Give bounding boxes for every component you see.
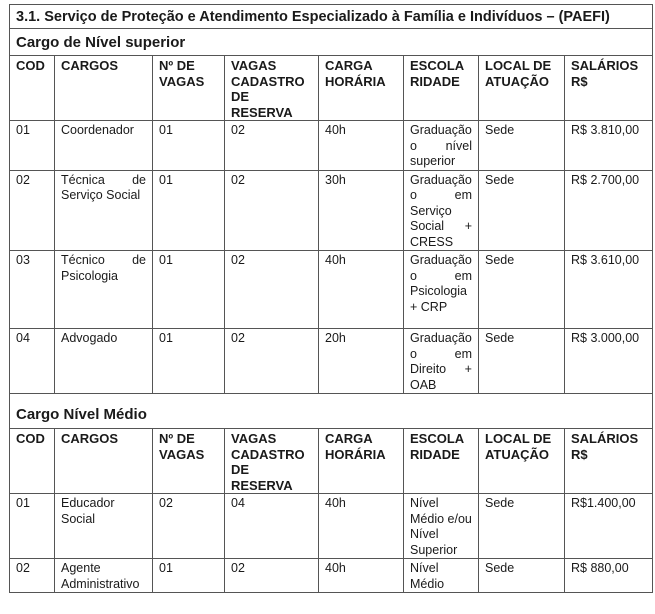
cell-escolaridade: Nível Médio e/ou Nível Superior [404, 494, 479, 559]
cell-local: Sede [479, 494, 565, 559]
header-reserva: VAGAS CADASTRO DE RESERVA [225, 429, 319, 494]
cell-cod: 01 [10, 494, 55, 559]
cell-cargo: Advogado [55, 329, 153, 394]
table-row [10, 170, 653, 251]
cell-vagas: 02 [153, 494, 225, 559]
cell-salario: R$ 3.000,00 [565, 329, 653, 394]
cell-escolaridade: Graduação o nível superior [404, 121, 479, 171]
cell-reserva: 02 [225, 170, 319, 251]
cell-carga: 30h [319, 170, 404, 251]
cell-vagas: 01 [153, 329, 225, 394]
header-reserva: VAGAS CADASTRO DE RESERVA [225, 56, 319, 121]
cell-reserva: 02 [225, 329, 319, 394]
cell-carga: 40h [319, 559, 404, 593]
cell-salario: R$1.400,00 [565, 494, 653, 559]
header-escolaridade: ESCOLA RIDADE [404, 429, 479, 494]
document-title: 3.1. Serviço de Proteção e Atendimento Especializado à Família e Indivíduos – (PAEFI) [10, 5, 653, 29]
table-row [10, 121, 653, 171]
header-vagas: Nº DE VAGAS [153, 56, 225, 121]
table-row [10, 251, 653, 329]
cell-reserva: 02 [225, 121, 319, 171]
header-cod: COD [10, 56, 55, 121]
cell-carga: 40h [319, 494, 404, 559]
cell-cod: 02 [10, 170, 55, 251]
cell-cargo: Técnica de Serviço Social [55, 170, 153, 251]
header-salarios: SALÁRIOS R$ [565, 56, 653, 121]
table-row [10, 559, 653, 593]
cell-local: Sede [479, 251, 565, 329]
cell-reserva: 02 [225, 559, 319, 593]
table-row [10, 329, 653, 394]
paefi-table [9, 4, 653, 593]
header-local: LOCAL DE ATUAÇÃO [479, 429, 565, 494]
header-carga: CARGA HORÁRIA [319, 429, 404, 494]
header-local: LOCAL DE ATUAÇÃO [479, 56, 565, 121]
cell-reserva: 02 [225, 251, 319, 329]
header-escolaridade: ESCOLA RIDADE [404, 56, 479, 121]
cell-cod: 01 [10, 121, 55, 171]
header-cargos: CARGOS [55, 429, 153, 494]
header-carga: CARGA HORÁRIA [319, 56, 404, 121]
cell-carga: 20h [319, 329, 404, 394]
cell-carga: 40h [319, 121, 404, 171]
cell-cod: 03 [10, 251, 55, 329]
cell-escolaridade: Nível Médio [404, 559, 479, 593]
cell-reserva: 04 [225, 494, 319, 559]
cell-local: Sede [479, 329, 565, 394]
header-cargos: CARGOS [55, 56, 153, 121]
cell-vagas: 01 [153, 121, 225, 171]
cell-salario: R$ 2.700,00 [565, 170, 653, 251]
header-vagas: Nº DE VAGAS [153, 429, 225, 494]
cell-salario: R$ 3.810,00 [565, 121, 653, 171]
cell-local: Sede [479, 121, 565, 171]
section-row [10, 394, 653, 429]
cell-vagas: 01 [153, 251, 225, 329]
document [9, 4, 652, 593]
cell-cargo: Educador Social [55, 494, 153, 559]
cell-cargo: Coordenador [55, 121, 153, 171]
header-salarios: SALÁRIOS R$ [565, 429, 653, 494]
cell-vagas: 01 [153, 559, 225, 593]
header-cod: COD [10, 429, 55, 494]
cell-local: Sede [479, 559, 565, 593]
cell-cargo: Agente Administrativo [55, 559, 153, 593]
cell-cod: 04 [10, 329, 55, 394]
cell-salario: R$ 3.610,00 [565, 251, 653, 329]
cell-escolaridade: Graduação o em Serviço Social + CRESS [404, 170, 479, 251]
cell-cargo: Técnico de Psicologia [55, 251, 153, 329]
header-row [10, 56, 653, 121]
cell-escolaridade: Graduação o em Psicologia + CRP [404, 251, 479, 329]
cell-vagas: 01 [153, 170, 225, 251]
cell-carga: 40h [319, 251, 404, 329]
table-row [10, 494, 653, 559]
cell-escolaridade: Graduação o em Direito + OAB [404, 329, 479, 394]
section-title: Cargo de Nível superior [10, 29, 653, 56]
section-row [10, 29, 653, 56]
header-row [10, 429, 653, 494]
cell-local: Sede [479, 170, 565, 251]
section-title: Cargo Nível Médio [10, 394, 653, 429]
cell-salario: R$ 880,00 [565, 559, 653, 593]
cell-cod: 02 [10, 559, 55, 593]
title-row [10, 5, 653, 29]
